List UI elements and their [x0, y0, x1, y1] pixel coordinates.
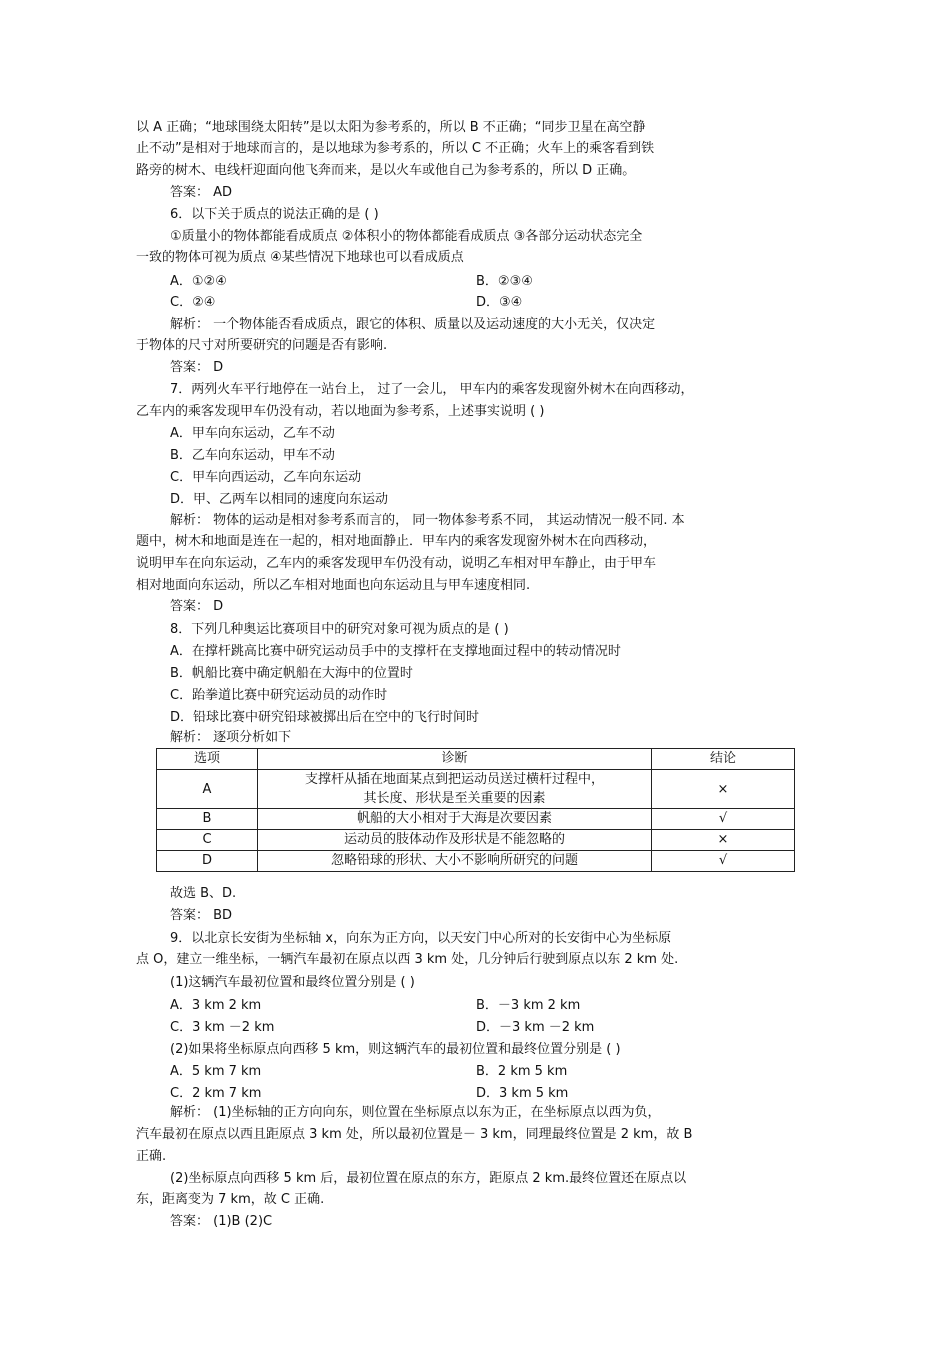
text-line: 相对地面向东运动，所以乙车相对地面也向东运动且与甲车速度相同.	[136, 578, 531, 593]
table-cell-diagnosis: 忽略铅球的形状、大小不影响所研究的问题	[258, 851, 652, 872]
option-b: B．－3 km 2 km	[476, 998, 581, 1013]
option-a: A．3 km 2 km	[170, 998, 262, 1013]
table-cell-diagnosis	[258, 770, 652, 809]
analysis-line: 解析： 物体的运动是相对参考系而言的， 同一物体参考系不同， 其运动情况一般不同. 本	[170, 513, 685, 528]
text-line: 正确.	[136, 1149, 167, 1164]
option-c: C．2 km 7 km	[170, 1086, 262, 1101]
table-row	[157, 809, 795, 830]
answer-line: 答案： D	[170, 360, 224, 375]
option-d: D．－3 km －2 km	[476, 1020, 595, 1035]
text-line: 点 O，建立一维坐标，一辆汽车最初在原点以西 3 km 处，几分钟后行驶到原点以东 2 km 处.	[136, 952, 679, 967]
text-line: 乙车内的乘客发现甲车仍没有动，若以地面为参考系，上述事实说明 ( )	[136, 404, 545, 419]
text-line: 于物体的尺寸对所要研究的问题是否有影响.	[136, 338, 388, 353]
analysis-line: 解析： 一个物体能否看成质点，跟它的体积、质量以及运动速度的大小无关，仅决定	[170, 317, 656, 332]
text-line: ①质量小的物体都能看成质点 ②体积小的物体都能看成质点 ③各部分运动状态完全	[170, 229, 643, 244]
option-d: D．③④	[476, 295, 523, 310]
table-cell-conclusion: ×	[652, 770, 795, 809]
option-c: C．跆拳道比赛中研究运动员的动作时	[170, 688, 388, 703]
answer-line: 答案： (1)B (2)C	[170, 1214, 273, 1229]
table-cell-option: A	[157, 770, 258, 809]
table-header-diagnosis: 诊断	[258, 749, 652, 770]
option-a: A．甲车向东运动，乙车不动	[170, 426, 335, 441]
table-row	[157, 770, 795, 809]
text-line: 汽车最初在原点以西且距原点 3 km 处，所以最初位置是－ 3 km，同理最终位置是 2 km，故 B	[136, 1127, 693, 1142]
table-cell-diagnosis: 运动员的肢体动作及形状是不能忽略的	[258, 830, 652, 851]
option-a: A．在撑杆跳高比赛中研究运动员手中的支撑杆在支撑地面过程中的转动情况时	[170, 644, 621, 659]
text-line: 路旁的树木、电线杆迎面向他飞奔而来，是以火车或他自己为参考系的，所以 D 正确。	[136, 163, 636, 178]
table-cell-conclusion: √	[652, 851, 795, 872]
answer-line: 答案： AD	[170, 185, 233, 200]
text-line: 题中，树木和地面是连在一起的，相对地面静止．甲车内的乘客发现窗外树木在向西移动，	[136, 534, 657, 549]
table-header-conclusion: 结论	[652, 749, 795, 770]
analysis-table	[156, 748, 795, 872]
table-cell-diagnosis: 帆船的大小相对于大海是次要因素	[258, 809, 652, 830]
table-cell-conclusion: √	[652, 809, 795, 830]
option-a: A．①②④	[170, 274, 227, 289]
option-a: A．5 km 7 km	[170, 1064, 262, 1079]
question-7: 7．两列火车平行地停在一站台上， 过了一会儿， 甲车内的乘客发现窗外树木在向西移动，	[170, 382, 694, 397]
option-b: B．乙车向东运动，甲车不动	[170, 448, 335, 463]
text-line: 说明甲车在向东运动，乙车内的乘客发现甲车仍没有动，说明乙车相对甲车静止，由于甲车	[136, 556, 657, 571]
table-cell-option: D	[157, 851, 258, 872]
table-cell-conclusion: ×	[652, 830, 795, 851]
diagnosis-line: 其长度、形状是至关重要的因素	[363, 791, 546, 806]
text-line: 故选 B、D.	[170, 886, 237, 901]
table-row	[157, 851, 795, 872]
question-9: 9．以北京长安街为坐标轴 x，向东为正方向，以天安门中心所对的长安街中心为坐标原	[170, 931, 672, 946]
option-b: B．2 km 5 km	[476, 1064, 568, 1079]
option-d: D．3 km 5 km	[476, 1086, 569, 1101]
analysis-line: 解析： 逐项分析如下	[170, 730, 292, 745]
option-d: D．铅球比赛中研究铅球被掷出后在空中的飞行时间时	[170, 710, 480, 725]
option-c: C．②④	[170, 295, 216, 310]
option-b: B．帆船比赛中确定帆船在大海中的位置时	[170, 666, 413, 681]
option-c: C．3 km －2 km	[170, 1020, 275, 1035]
answer-line: 答案： D	[170, 599, 224, 614]
sub-question-2: (2)如果将坐标原点向西移 5 km，则这辆汽车的最初位置和最终位置分别是 ( )	[170, 1042, 621, 1057]
sub-question-1: (1)这辆汽车最初位置和最终位置分别是 ( )	[170, 975, 415, 990]
table-cell-option: C	[157, 830, 258, 851]
option-c: C．甲车向西运动，乙车向东运动	[170, 470, 362, 485]
question-8: 8．下列几种奥运比赛项目中的研究对象可视为质点的是 ( )	[170, 622, 509, 637]
text-line: 东，距离变为 7 km，故 C 正确.	[136, 1192, 325, 1207]
text-line: 一致的物体可视为质点 ④某些情况下地球也可以看成质点	[136, 250, 464, 265]
diagnosis-line: 支撑杆从插在地面某点到把运动员送过横杆过程中，	[304, 772, 604, 787]
table-cell-option: B	[157, 809, 258, 830]
text-line: 以 A 正确；“地球围绕太阳转”是以太阳为参考系的，所以 B 不正确；“同步卫星在高空静	[136, 120, 646, 135]
question-6: 6．以下关于质点的说法正确的是 ( )	[170, 207, 379, 222]
text-line: (2)坐标原点向西移 5 km 后，最初位置在原点的东方，距原点 2 km.最终位置还在原点以	[170, 1171, 687, 1186]
option-b: B．②③④	[476, 274, 533, 289]
table-header-option: 选项	[157, 749, 258, 770]
analysis-line: 解析： (1)坐标轴的正方向向东，则位置在坐标原点以东为正，在坐标原点以西为负，	[170, 1105, 661, 1120]
text-line: 止不动”是相对于地球而言的，是以地球为参考系的，所以 C 不正确；火车上的乘客看到铁	[136, 141, 655, 156]
answer-line: 答案： BD	[170, 908, 233, 923]
option-d: D．甲、乙两车以相同的速度向东运动	[170, 492, 389, 507]
table-row	[157, 830, 795, 851]
